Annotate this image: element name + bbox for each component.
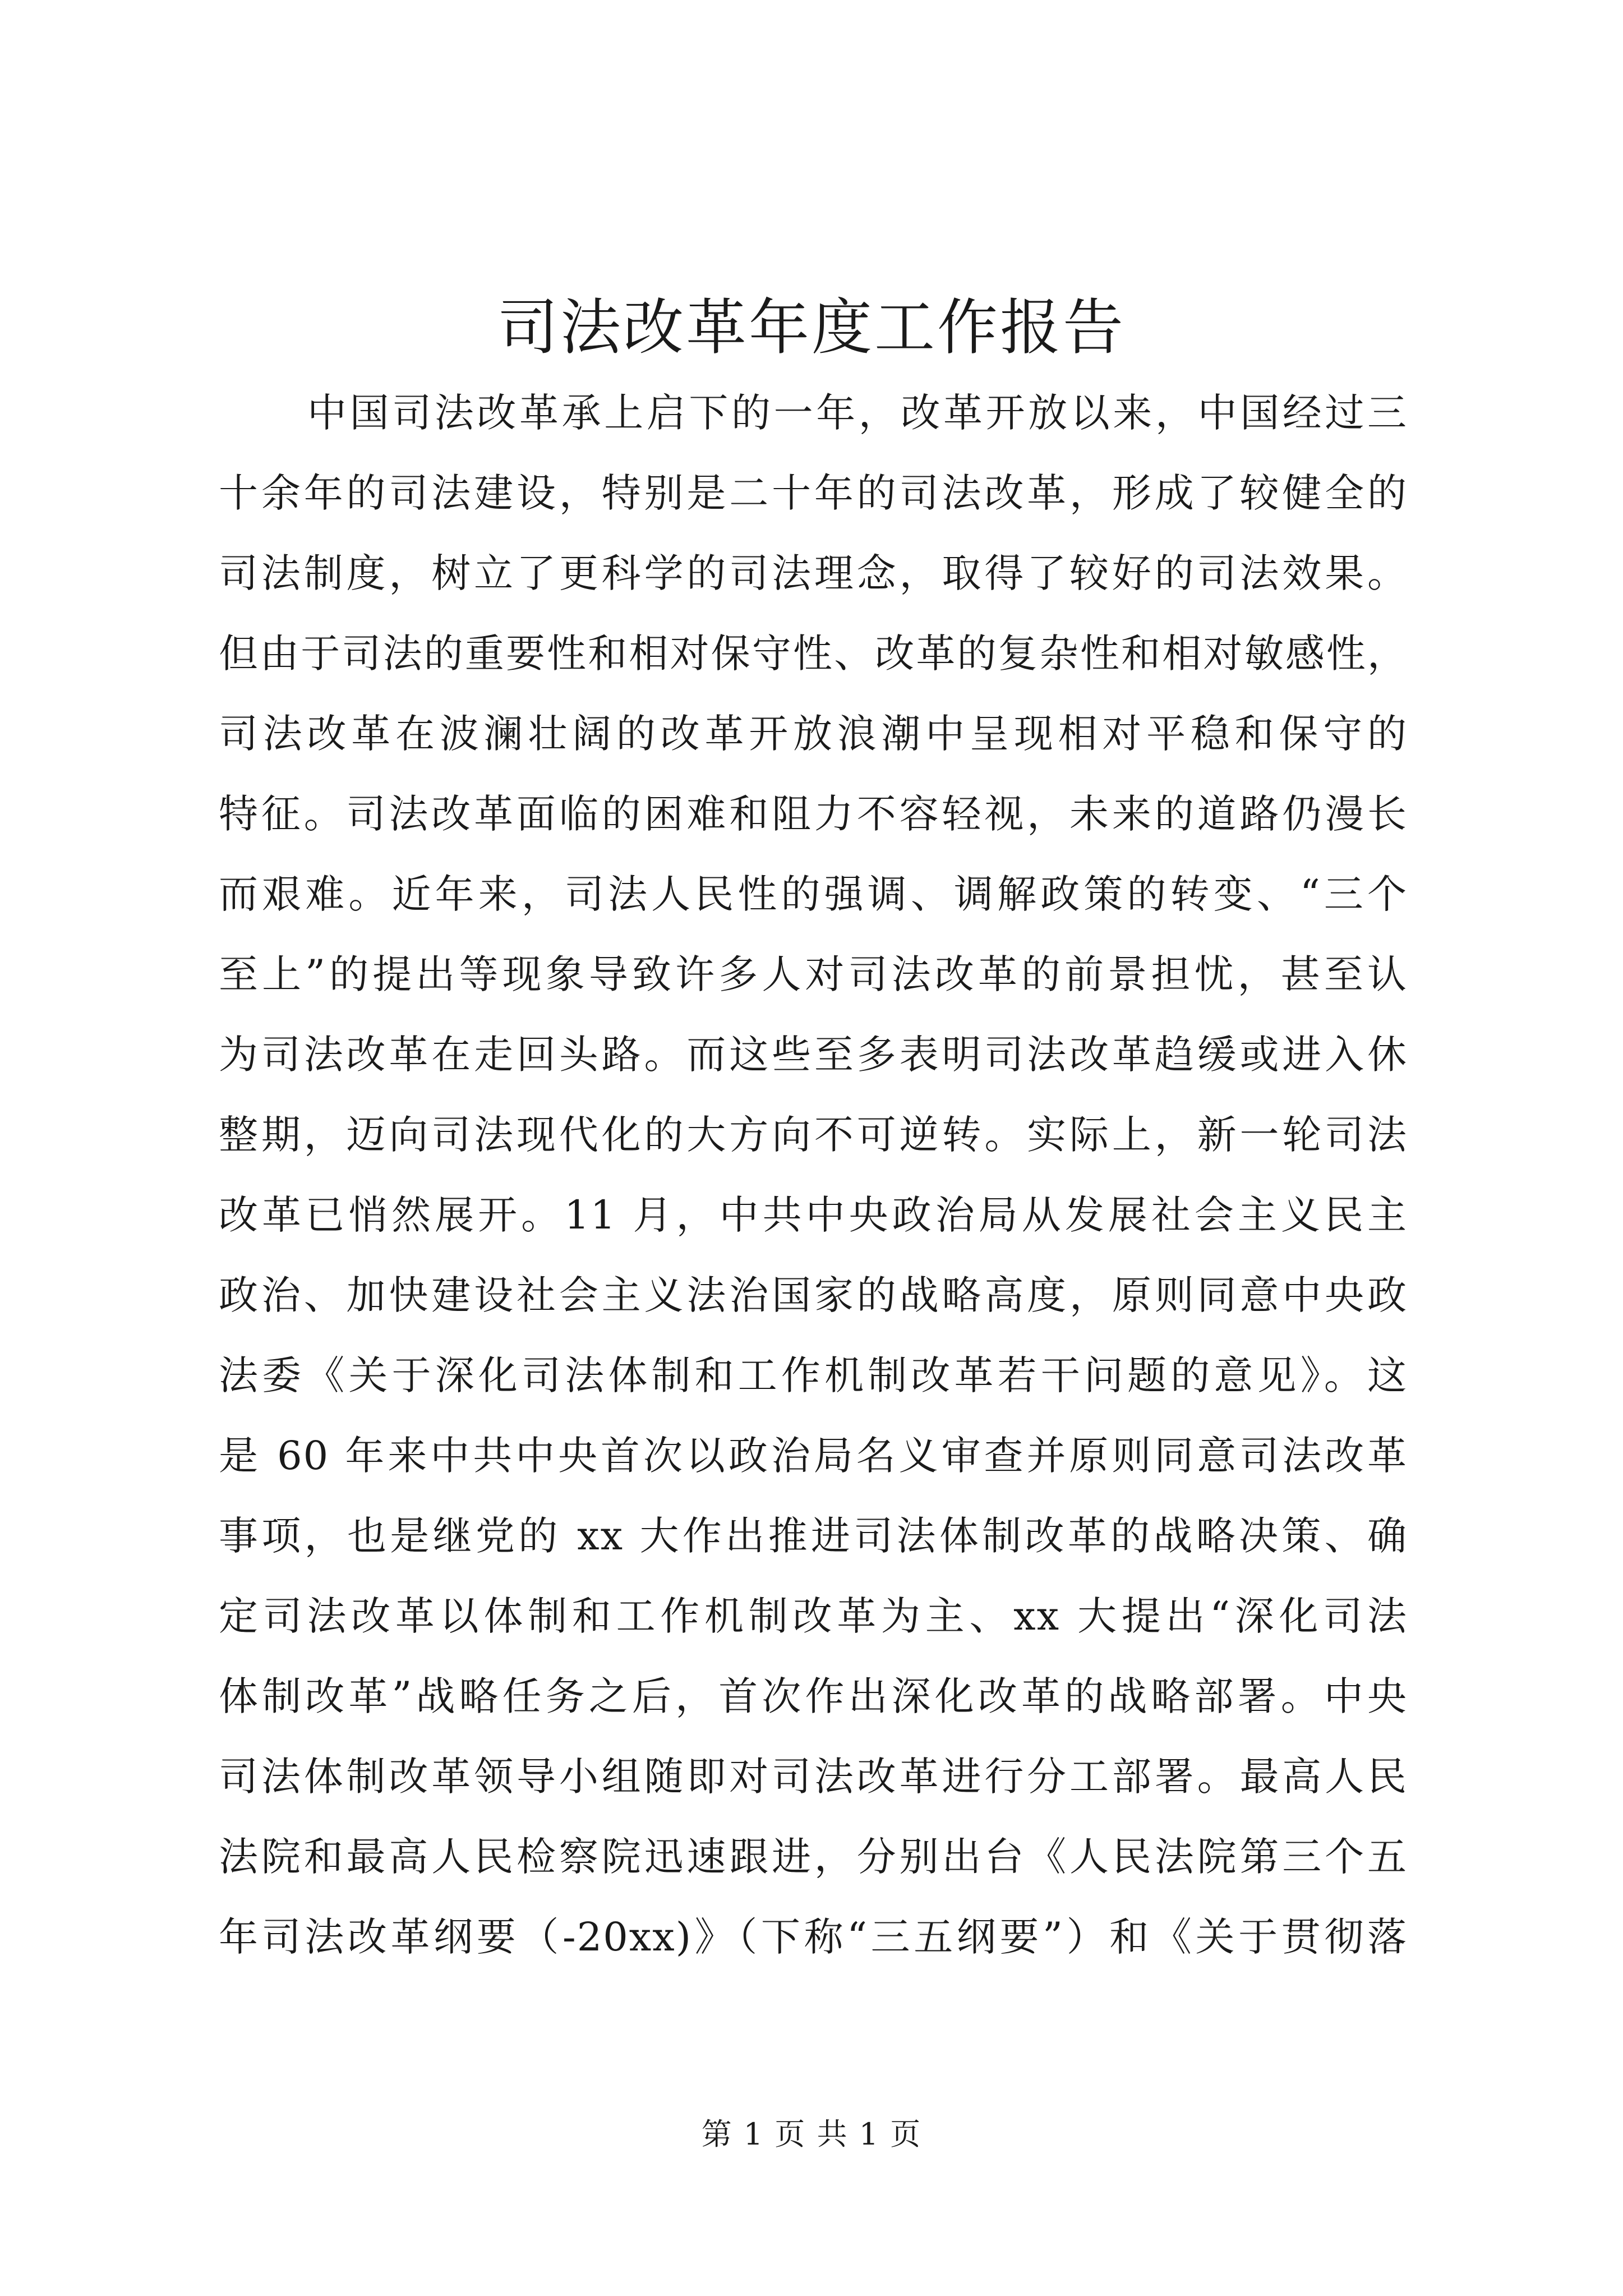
text-line: 改革已悄然展开。11 月，中共中央政治局从发展社会主义民主 — [219, 1192, 1408, 1238]
text-line: 但由于司法的重要性和相对保守性、改革的复杂性和相对敏感性， — [219, 631, 1408, 677]
text-line: 特征。司法改革面临的困难和阻力不容轻视，未来的道路仍漫长 — [219, 791, 1408, 837]
text-line: 法委《关于深化司法体制和工作机制改革若干问题的意见》。这 — [219, 1352, 1408, 1398]
text-line: 定司法改革以体制和工作机制改革为主、xx 大提出“深化司法 — [219, 1593, 1408, 1639]
text-line: 事项，也是继党的 xx 大作出推进司法体制改革的战略决策、确 — [219, 1513, 1408, 1559]
text-line: 年司法改革纲要（-20xx)》（下称“三五纲要”）和《关于贯彻落 — [219, 1914, 1408, 1960]
text-line: 是 60 年来中共中央首次以政治局名义审查并原则同意司法改革 — [219, 1433, 1408, 1479]
body-paragraph — [219, 373, 1408, 1977]
text-line: 至上”的提出等现象导致许多人对司法改革的前景担忧，甚至认 — [219, 951, 1408, 997]
text-line: 体制改革”战略任务之后，首次作出深化改革的战略部署。中央 — [219, 1673, 1408, 1719]
text-line: 整期，迈向司法现代化的大方向不可逆转。实际上，新一轮司法 — [219, 1112, 1408, 1158]
text-line: 十余年的司法建设，特别是二十年的司法改革，形成了较健全的 — [219, 470, 1408, 516]
text-line: 司法制度，树立了更科学的司法理念，取得了较好的司法效果。 — [219, 550, 1408, 596]
text-line: 中国司法改革承上启下的一年，改革开放以来，中国经过三 — [307, 390, 1408, 436]
text-line: 司法体制改革领导小组随即对司法改革进行分工部署。最高人民 — [219, 1754, 1408, 1800]
text-line: 而艰难。近年来，司法人民性的强调、调解政策的转变、“三个 — [219, 871, 1408, 917]
page-footer: 第 1 页 共 1 页 — [701, 2116, 922, 2152]
text-line: 为司法改革在走回头路。而这些至多表明司法改革趋缓或进入休 — [219, 1032, 1408, 1078]
document-title: 司法改革年度工作报告 — [497, 293, 1126, 363]
text-line: 法院和最高人民检察院迅速跟进，分别出台《人民法院第三个五 — [219, 1834, 1408, 1880]
text-line: 政治、加快建设社会主义法治国家的战略高度，原则同意中央政 — [219, 1272, 1408, 1318]
text-line: 司法改革在波澜壮阔的改革开放浪潮中呈现相对平稳和保守的 — [219, 711, 1408, 757]
